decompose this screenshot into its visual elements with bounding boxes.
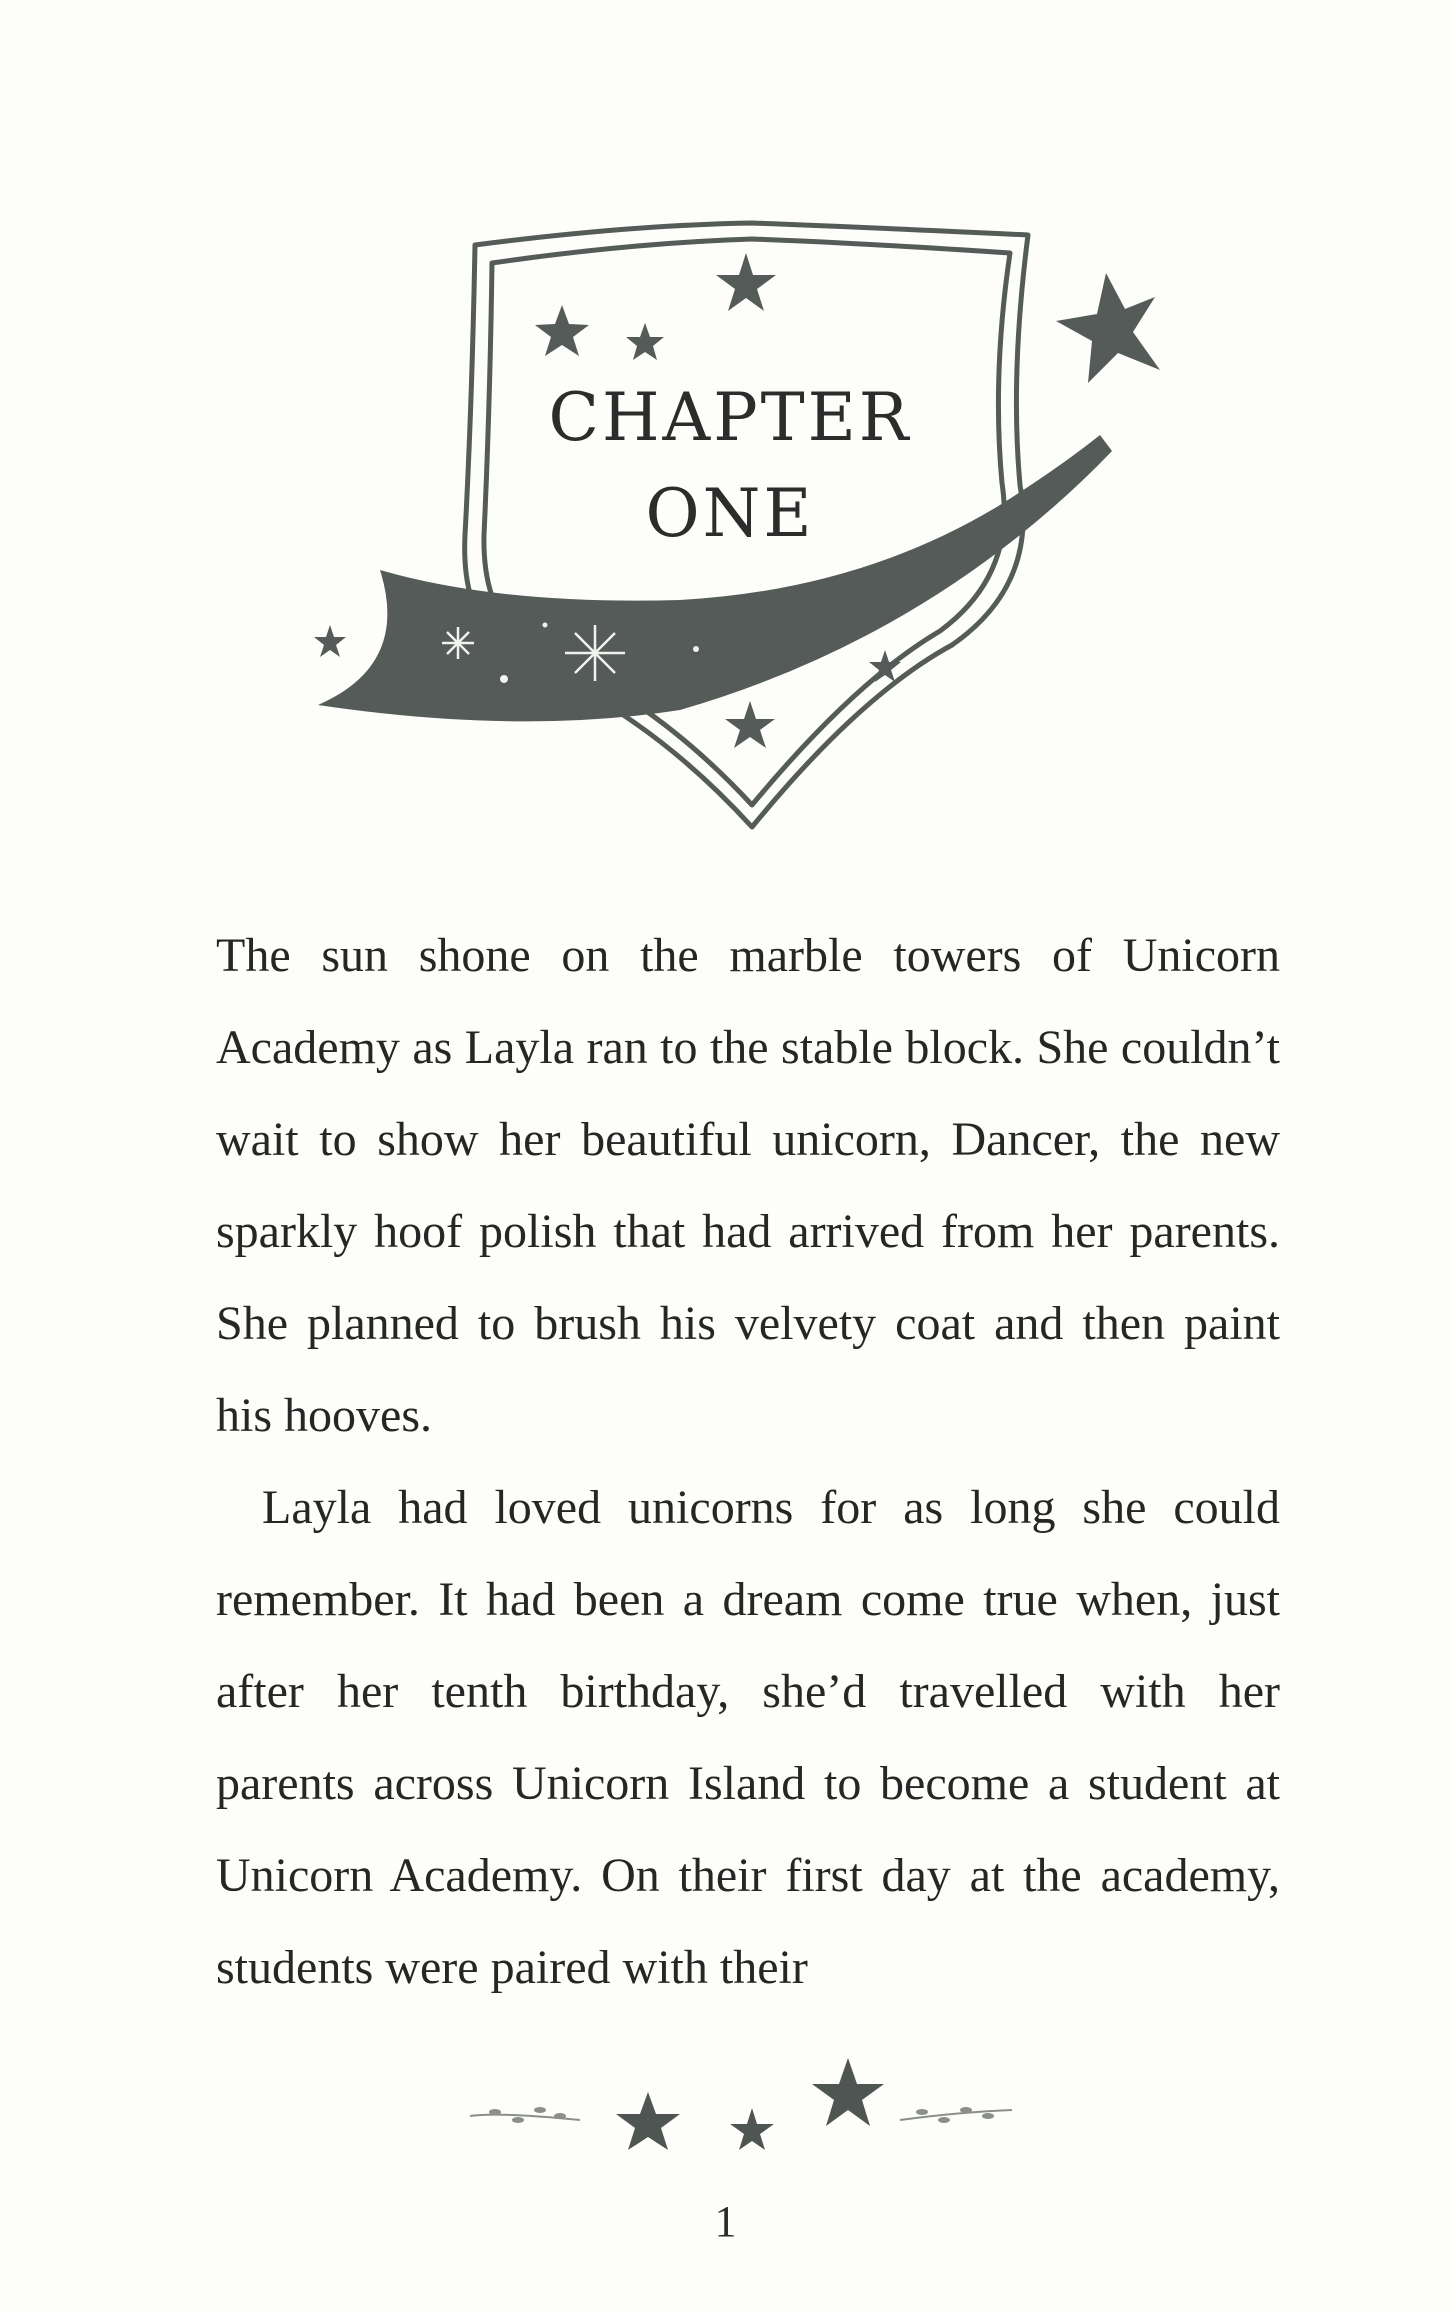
star-icon: [1056, 273, 1160, 383]
chapter-heading-line2: ONE: [645, 475, 815, 552]
star-icon: [626, 323, 664, 360]
page-number: 1: [714, 2197, 737, 2246]
leaf-sprig-icon: [470, 2107, 580, 2123]
star-icon: [730, 2108, 774, 2150]
leaf-sprig-icon: [900, 2107, 1012, 2123]
star-icon: [616, 2092, 680, 2150]
star-icon: [314, 625, 346, 657]
chapter-heading: [490, 370, 970, 562]
star-icon: [812, 2058, 884, 2126]
paragraph: Layla had loved unicorns for as long she could remember. It had been a dream come true when, just after her tenth birthday, she’d travelled with her parents across Unicorn Island to become a student at Unicorn Academy. On their first day at the academy, students were paired with their: [216, 1481, 1280, 1994]
star-icon: [716, 253, 776, 311]
star-icon: [535, 305, 589, 356]
paragraph: The sun shone on the marble towers of Unicorn Academy as Layla ran to the stable block. She couldn’t wait to show her beautiful unicorn, Dancer, the new sparkly hoof polish that had arrived from her parents. She planned to brush his velvety coat and then paint his hooves.: [216, 929, 1280, 1442]
chapter-body: [216, 910, 1280, 2014]
star-divider-ornament: [460, 2050, 1020, 2170]
chapter-heading-line1: CHAPTER: [548, 379, 912, 456]
star-icon: [725, 701, 775, 748]
